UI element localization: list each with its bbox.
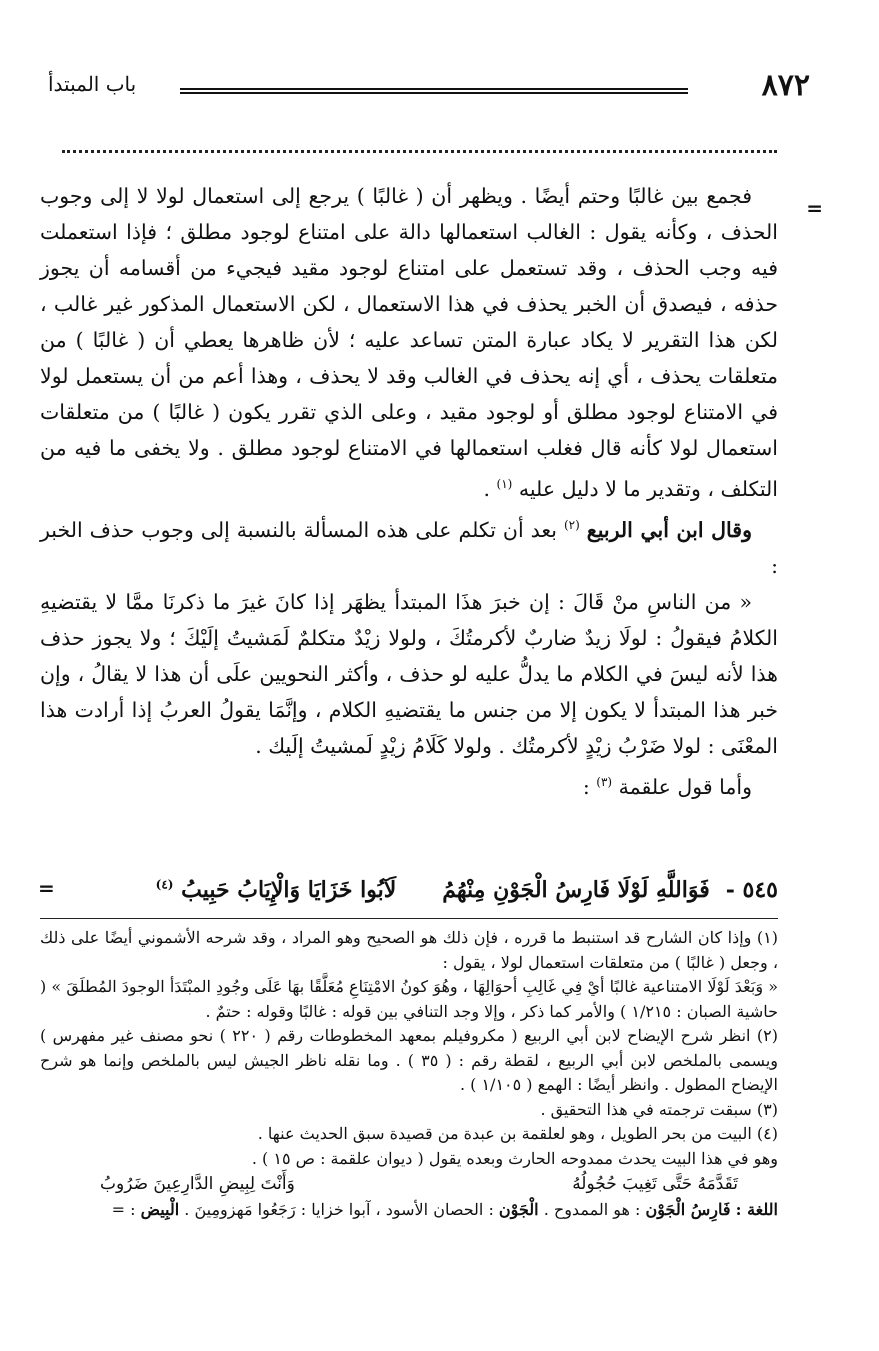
continuation-mark-bottom: = (111, 1200, 126, 1219)
header-double-rule (180, 88, 688, 94)
footnote-verse-first-hemistich: تَقَدَّمَهُ حَتَّى تَغِيبَ حُجُولُهُ (572, 1174, 738, 1194)
paragraph-alqama-colon: : (582, 774, 590, 799)
poetry-verse (40, 868, 778, 912)
footnote-4-continued: وهو في هذا البيت يحدث ممدوحه الحارث وبعده يقول ( ديوان علقمة : ص ١٥ ) . (251, 1148, 778, 1168)
footnote-ref-1: (١) (496, 477, 513, 491)
footnote-1-quote: « وَبَعْدَ لَوْلَا الامتناعية غالبًا أيْ فِي غَالِبِ أحوَالِهَا ، وهُوَ كونُ الامْتِنَاعِ مُعَلَّقًا بهَا عَلَى وجُودِ المبْتَدَأ الوجودَ المُطلَقَ » ( حاشية الصبان : ١/٢١٥ ) والأمر كما ذكر ، وإلا وجد التنافي بين قوله : غالبًا وقوله : حتمٌ . (40, 977, 778, 1021)
quoted-author: وقال ابن أبي الربيع (586, 517, 752, 542)
continuation-mark-verse: = (38, 876, 55, 900)
paragraph-commentary-text: فجمع بين غالبًا وحتم أيضًا . ويظهر أن ( غالبًا ) يرجع إلى استعمال لولا لا إلى وجوب الحذف ، وكأنه يقول : الغالب استعمالها دالة على امتناع لوجود مطلق ؛ فإذا استعملت فيه وجب الحذف ، وقد تستعمل على امتناع لوجود مقيد فيجيء من أقسامه أن يجوز حذفه ، فيصدق أن الخبر يحذف في هذا الاستعمال ، لكن الاستعمال المذكور غير غالب ، لكن هذا التقرير لا يكاد عبارة المتن تساعد عليه ؛ لأن ظاهرها يعطي أن ( غالبًا ) من متعلقات يحذف ، أي إنه يحذف في الغالب وقد لا يحذف ، وهذا أعم من أن يستعمل لولا في الامتناع لوجود مطلق أو لوجود مقيد ، وعلى الذي تقرر يكون ( غالبًا ) من متعلقات استعمال لولا كأنه قال فغلب استعمالها في الامتناع لوجود مطلق . ولا يخفى ما فيه من التكلف ، وتقدير ما لا دليل عليه (40, 184, 778, 501)
footnote-verse-second-hemistich: وَأَنْتَ لِبِيضِ الدَّارِعِينَ ضَرُوبُ (100, 1174, 295, 1194)
footnote-ref-2: (٢) (563, 517, 580, 532)
footnote-lexicon (40, 1197, 778, 1223)
verse-first-hemistich: فَوَاللَّهِ لَوْلَا فَارِسُ الْجَوْنِ مِنْهُمُ (442, 877, 710, 903)
lexicon-def-2: : الحصان الأسود ، آبوا خزايا : رَجَعُوا مَهزومِينَ . (184, 1200, 494, 1219)
paragraph-quotation (40, 584, 778, 764)
paragraph-ibn-abi-rabi (40, 507, 778, 584)
main-text (40, 178, 778, 804)
footnote-2: (٢) انظر شرح الإيضاح لابن أبي الربيع ( مكروفيلم بمعهد المخطوطات رقم ( ٢٢٠ ) نحو مصنف غير مفهرس ) ويسمى بالملخص لابن أبي الربيع ، لقطة رقم : ( ٣٥ ) . وما نقله ناظر الجيش ليس بالملخص وإنما هو شرح الإيضاح المطول . وانظر أيضًا : الهمع ( ١/١٠٥ ) . (40, 1026, 778, 1094)
footnote-separator (40, 918, 778, 919)
lexicon-def-3: : (130, 1200, 136, 1219)
footnote-verse (100, 1171, 738, 1197)
chapter-title: باب المبتدأ (48, 72, 137, 96)
lexicon-def-1: : هو الممدوح . (543, 1200, 641, 1219)
continuation-mark-top: = (806, 196, 823, 220)
verse-second-hemistich (156, 877, 397, 903)
paragraph-quotation-text: « من الناسِ منْ قَالَ : إن خبرَ هذَا المبتدأ يظهَر إذا كانَ غيرَ ما ذكرنَا ممَّا لا يقتضيهِ الكلامُ فيقولُ : لولَا زيدٌ ضاربٌ لأكرمتُكَ ، ولولا زيْدٌ متكلمٌ لَمَشيتُ إلَيْكَ ؛ ولا يجوز حذف هذا لأنه ليسَ في الكلام ما يدلُّ عليه لو حذف ، وأكثر النحويين علَى أن هذا لا يقالُ ، وإن خبر هذا المبتدأ لا يكون إلا من جنس ما يقتضيهِ الكلام ، وإنَّمَا يقولُ العربُ إذا أرادت هذا المعْنَى : لولا ضَرْبُ زيْدٍ لأكرمتُك . ولولا كَلَامُ زيْدٍ لَمشيتُ إلَيك . (40, 589, 778, 758)
verse-second-hemistich-text: لَآبُوا خَزَايَا وَالْإِيَابُ حَبِيبُ (181, 877, 397, 903)
footnote-3: (٣) سبقت ترجمته في هذا التحقيق . (540, 1099, 778, 1119)
footnote-1: (١) وإذا كان الشارح قد استنبط ما قرره ، فإن ذلك هو الصحيح وهو المراد ، وقد شرحه الأشموني أيضًا على ذلك ، وجعل ( غالبًا ) من متعلقات استعمال لولا ، يقول : (40, 928, 778, 972)
lexicon-label: اللغة : (735, 1200, 778, 1219)
footnote-4: (٤) البيت من بحر الطويل ، وهو لعلقمة بن عبدة من قصيدة سبق الحديث عنها . (257, 1124, 778, 1143)
footnotes (40, 926, 778, 1223)
running-header (40, 68, 818, 108)
paragraph-ibn-abi-rabi-text: بعد أن تكلم على هذه المسألة بالنسبة إلى وجوب حذف الخبر : (40, 517, 778, 578)
paragraph-commentary: فجمع بين غالبًا وحتم أيضًا . ويظهر أن ( غالبًا ) يرجع إلى استعمال لولا لا إلى وجوب الحذف ، وكأنه يقول : الغالب استعمالها دالة على امتناع لوجود مطلق ؛ فإذا استعملت فيه وجب الحذف ، وقد تستعمل على امتناع لوجود مقيد فيجيء من أقسامه أن يجوز حذفه ، فيصدق أن الخبر يحذف في هذا الاستعمال ، لكن الاستعمال المذكور غير غالب ، لكن هذا التقرير لا يكاد عبارة المتن تساعد عليه ؛ لأن ظاهرها يعطي أن ( غالبًا ) من متعلقات يحذف ، أي إنه يحذف في الغالب وقد لا يحذف ، وهذا أعم من أن يستعمل لولا في الامتناع لوجود مطلق أو لوجود مقيد ، وعلى الذي تقرر يكون ( غالبًا ) من متعلقات استعمال لولا كأنه قال فغلب استعمالها في الامتناع لوجود مطلق . ولا يخفى ما فيه من التكلف ، وتقدير ما لا دليل عليه $^{(١)}$ . (40, 184, 778, 501)
lexicon-term-1: فَارِسُ الْجَوْن (645, 1200, 731, 1219)
lexicon-term-2: الْجَوْن (498, 1200, 539, 1219)
footnote-ref-4: (٤) (155, 877, 174, 892)
verse-number: ٥٤٥ - (725, 877, 778, 903)
dotted-separator (62, 150, 777, 153)
page-number: ٨٧٢ (761, 68, 810, 103)
paragraph-alqama (40, 764, 778, 805)
lexicon-term-3: الْبِيض (140, 1200, 180, 1219)
paragraph-alqama-text: وأما قول علقمة (618, 774, 752, 799)
footnote-ref-3: (٣) (596, 774, 613, 789)
